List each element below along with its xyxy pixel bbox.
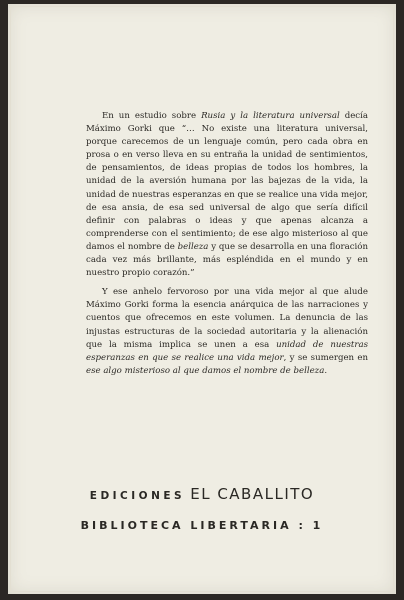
series-line: [8, 514, 396, 533]
p1-seg-2: decía Máximo Gorki que “… No existe una literatura universal, porque carecemos de un lenguaje común, pero cada obra en prosa o en verso lleva en su entraña la unidad de sentimientos, de pensamientos, de ideas propias de todos los hombres, la unidad de la aversión humana por las bajezas de la vida, la unidad de nuestras esperanzas en que se realice una vida mejor, de esa ansia, de esa sed universal de algo que sería difícil definir con palabras o ideas y que apenas alcanza a comprenderse con el sentimiento; de ese algo misterioso al que damos el nombre de: [86, 111, 368, 252]
publisher-prefix: EDICIONES: [89, 490, 186, 502]
p1-seg-0: En un estudio sobre: [102, 111, 202, 121]
p2-seg-3-italic: ese algo misterioso al que damos el nombre de belleza: [86, 365, 325, 376]
p2-seg-1-italic: unidad de nuestras esperanzas en que se realice una vida mejor: [86, 339, 368, 363]
p1-seg-3-italic: belleza: [177, 241, 209, 252]
p2-seg-2: , y se sumergen en: [283, 352, 368, 363]
blurb-paragraph-2: [86, 286, 368, 378]
blurb-text: [86, 110, 368, 384]
publisher-name: EL CABALLITO: [190, 485, 315, 503]
p2-seg-4: .: [324, 365, 328, 376]
series-name: BIBLIOTECA LIBERTARIA : 1: [80, 519, 324, 532]
back-cover: [8, 4, 396, 594]
p2-seg-0: Y ese anhelo fervoroso por una vida mejor al que alude Máximo Gorki forma la esencia anárquica de las narraciones y cuentos que ofrecemos en este volumen. La denuncia de las injustas estructuras de la sociedad autoritaria y la alienación que la misma implica se unen a esa: [86, 287, 368, 350]
p1-seg-1-italic: Rusia y la literatura universal: [201, 111, 340, 121]
p1-seg-4: y que se desarrolla en una floración cada vez más brillante, más espléndida en el mundo y en nuestro propio corazón.”: [86, 241, 368, 279]
blurb-paragraph-1: [86, 110, 368, 280]
publisher-line: [8, 484, 396, 503]
